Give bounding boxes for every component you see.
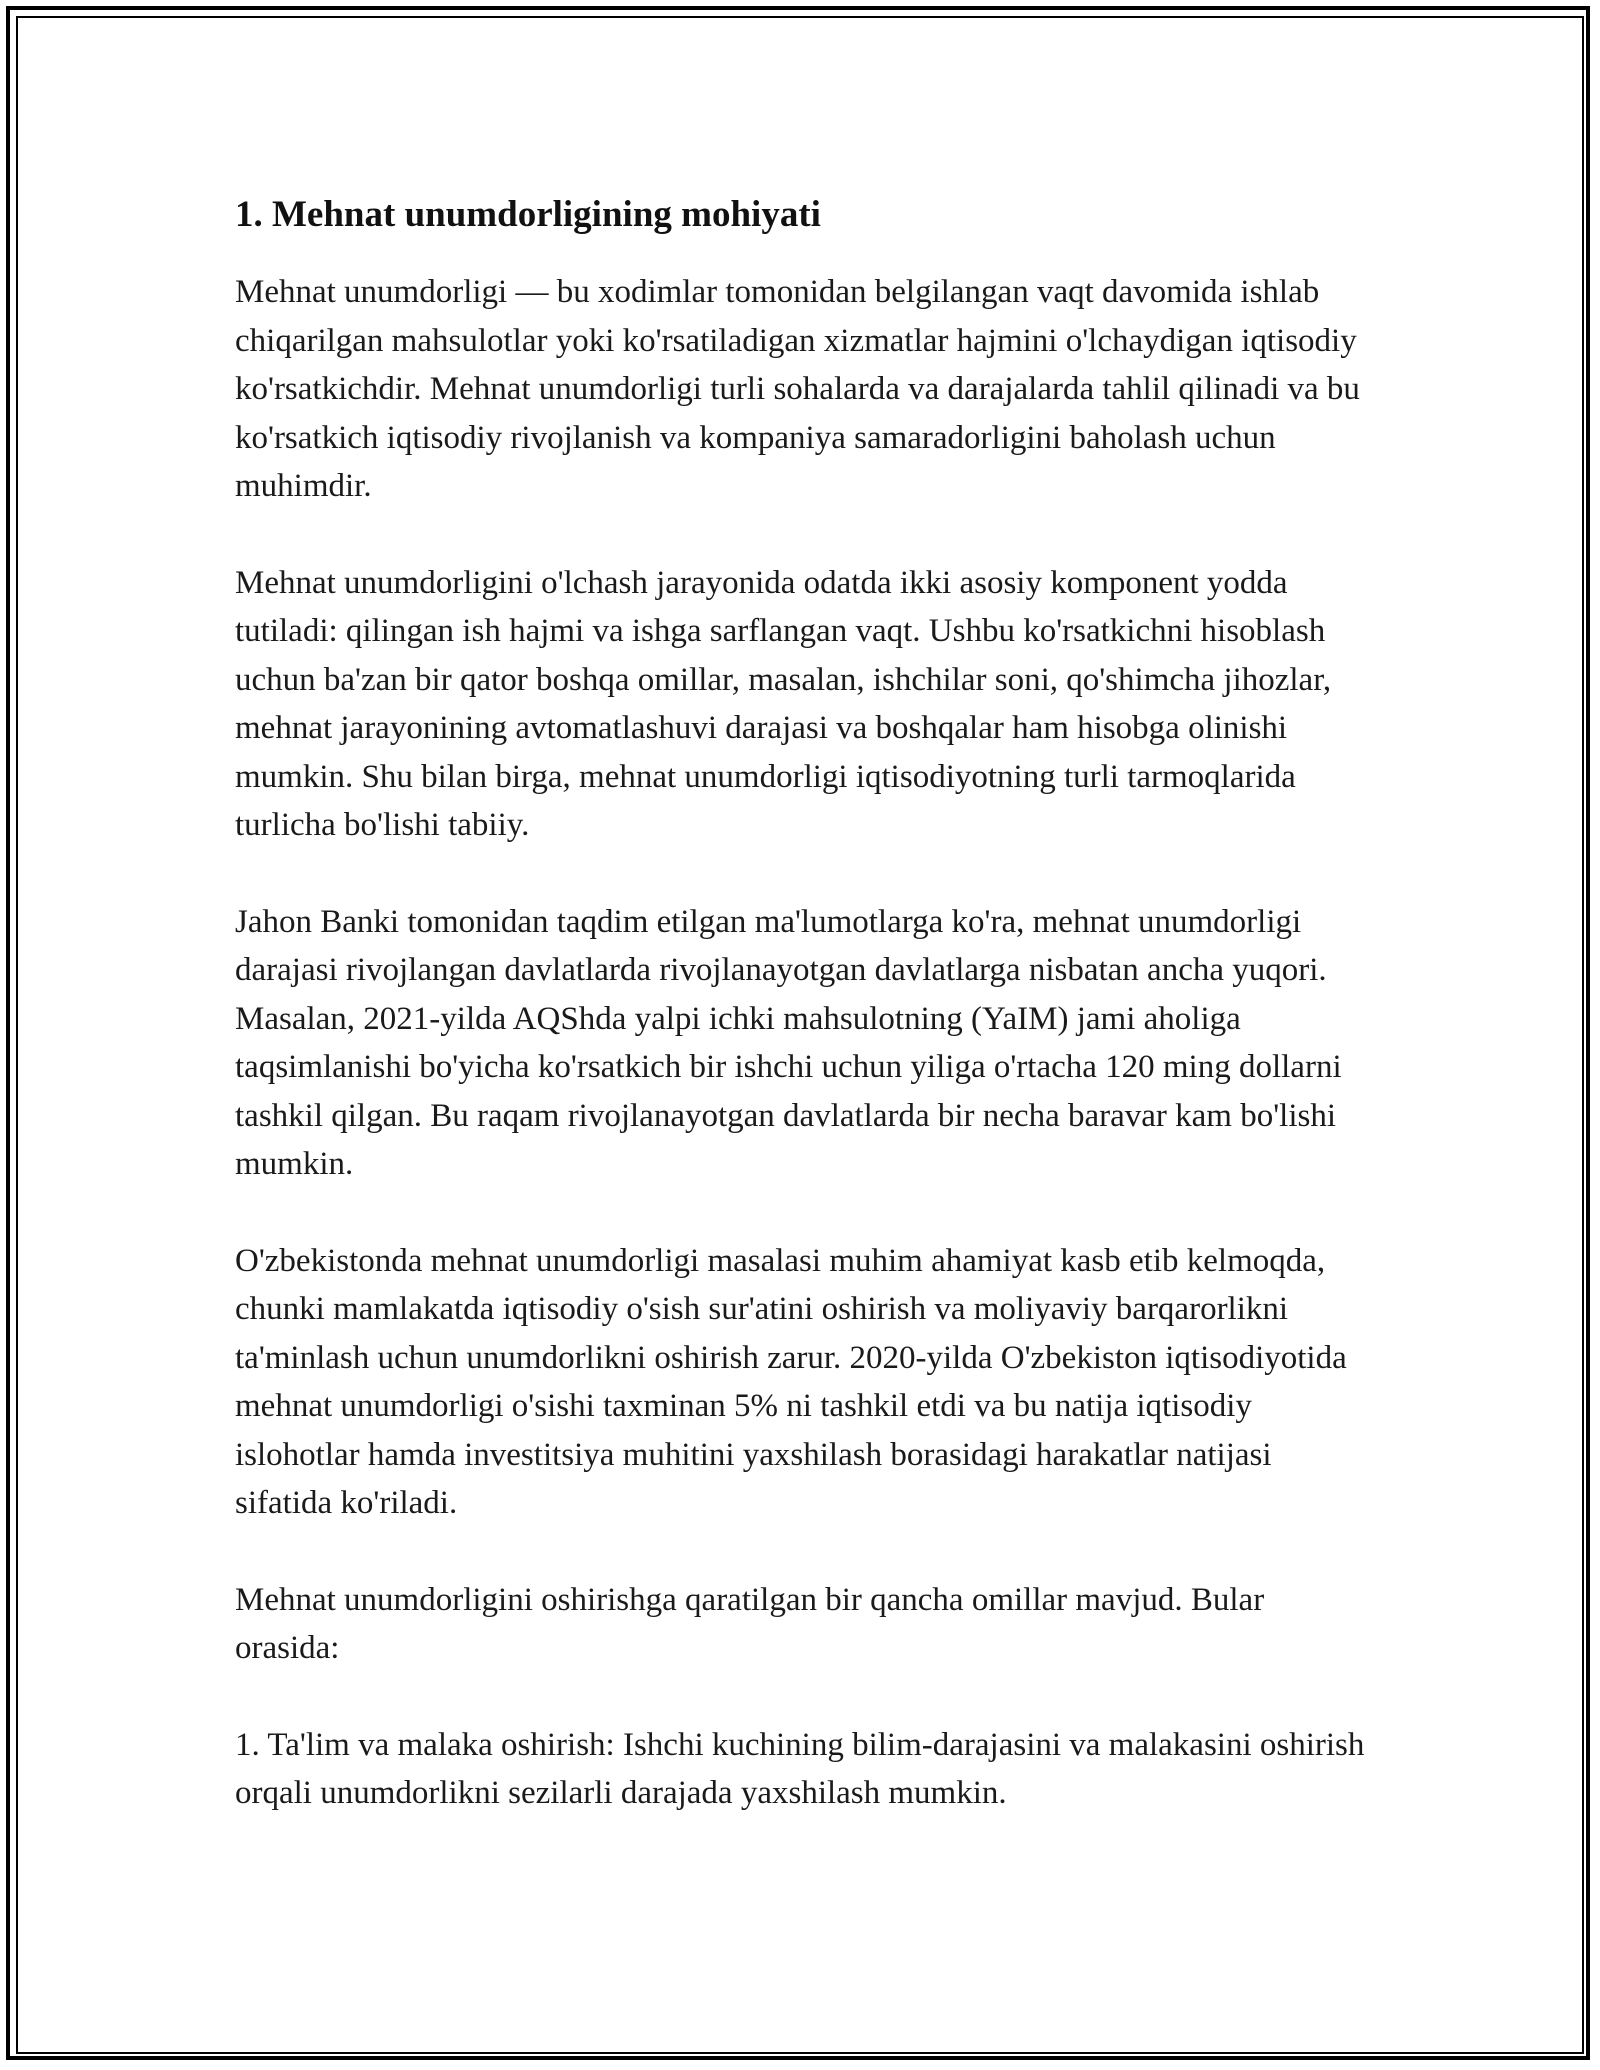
paragraph-measurement: Mehnat unumdorligini o'lchash jarayonida odatda ikki asosiy komponent yodda tutiladi: qilingan ish hajmi va ishga sarflangan vaqt. Ushbu ko'rsatkichni hisoblash uchun ba'zan bir qator boshqa omillar, masalan, ishchilar soni, qo'shimcha jihozlar, mehnat jarayonining avtomatlashuvi darajasi va boshqalar ham hisobga olinishi mumkin. Shu bilan birga, mehnat unumdorligi iqtisodiyotning turli tarmoqlarida turlicha bo'lishi tabiiy.: [235, 564, 1332, 843]
paragraph-world-bank: Jahon Banki tomonidan taqdim etilgan ma'lumotlarga ko'ra, mehnat unumdorligi darajasi rivojlangan davlatlarda rivojlanayotgan davlatlarga nisbatan ancha yuqori. Masalan, 2021-yilda AQShda yalpi ichki mahsulotning (YaIM) jami aholiga taqsimlanishi bo'yicha ko'rsatkich bir ishchi uchun yiliga o'rtacha 120 ming dollarni tashkil qilgan. Bu raqam rivojlanayotgan davlatlarda bir necha baravar kam bo'lishi mumkin.: [235, 903, 1342, 1182]
section-heading: 1. Mehnat unumdorligining mohiyati: [235, 194, 821, 235]
list-item-education: 1. Ta'lim va malaka oshirish: Ishchi kuchining bilim-darajasini va malakasini oshirish orqali unumdorlikni sezilarli darajada yaxshilash mumkin.: [235, 1726, 1365, 1811]
paragraph-factors-intro: Mehnat unumdorligini oshirishga qaratilgan bir qancha omillar mavjud. Bular orasida:: [235, 1581, 1265, 1666]
document-body: [235, 186, 1370, 1866]
paragraph-definition: Mehnat unumdorligi — bu xodimlar tomonidan belgilangan vaqt davomida ishlab chiqarilgan mahsulotlar yoki ko'rsatiladigan xizmatlar hajmini o'lchaydigan iqtisodiy ko'rsatkichdir. Mehnat unumdorligi turli sohalarda va darajalarda tahlil qilinadi va bu ko'rsatkich iqtisodiy rivojlanish va kompaniya samaradorligini baholash uchun muhimdir.: [235, 274, 1360, 504]
paragraph-uzbekistan: O'zbekistonda mehnat unumdorligi masalasi muhim ahamiyat kasb etib kelmoqda, chunki mamlakatda iqtisodiy o'sish sur'atini oshirish va moliyaviy barqarorlikni ta'minlash uchun unumdorlikni oshirish zarur. 2020-yilda O'zbekiston iqtisodiyotida mehnat unumdorligi o'sishi taxminan 5% ni tashkil etdi va bu natija iqtisodiy islohotlar hamda investitsiya muhitini yaxshilash borasidagi harakatlar natijasi sifatida ko'riladi.: [235, 1242, 1347, 1521]
